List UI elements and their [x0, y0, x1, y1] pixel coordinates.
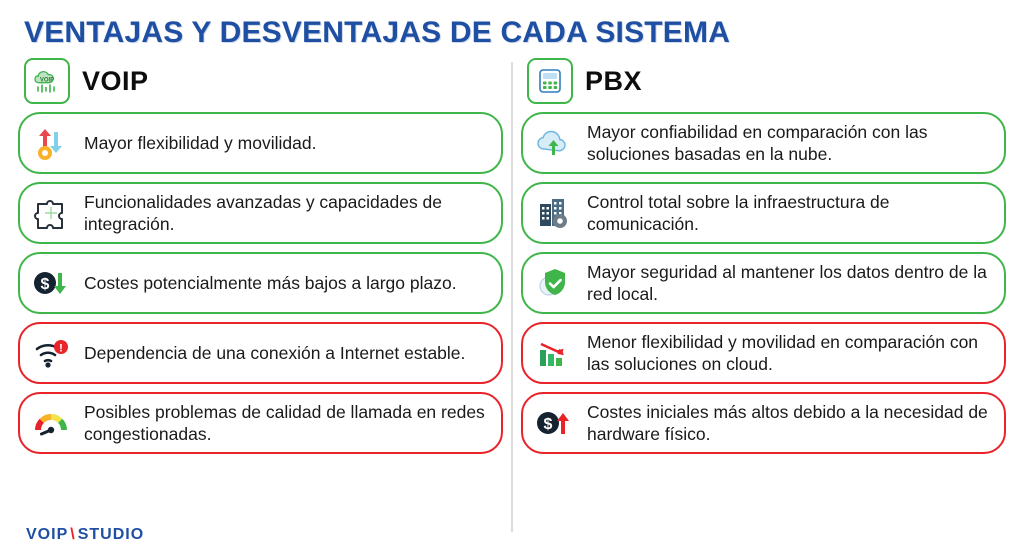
svg-text:$: $: [543, 416, 553, 433]
list-item-text: Costes iniciales más altos debido a la necesidad de hardware físico.: [587, 401, 988, 444]
footer-brand-logo: [26, 526, 144, 544]
list-item-text: Mayor flexibilidad y movilidad.: [84, 132, 317, 153]
list-item-text: Posibles problemas de calidad de llamada en redes congestionadas.: [84, 401, 485, 444]
svg-text:VOIP: VOIP: [39, 77, 55, 84]
column-pbx: [521, 56, 1006, 462]
list-item: [18, 392, 503, 454]
voip-cloud-icon: [24, 58, 70, 104]
list-item-text: Mayor seguridad al mantener los datos dentro de la red local.: [587, 261, 987, 304]
cloud-upload-icon: [531, 120, 577, 166]
bar-chart-down-icon: [531, 330, 577, 376]
list-item: [18, 182, 503, 244]
list-item: [521, 112, 1006, 174]
list-item-text: Control total sobre la infraestructura de comunicación.: [587, 191, 890, 234]
list-item-text: Mayor confiabilidad en comparación con las soluciones basadas en la nube.: [587, 121, 928, 164]
column-divider: [511, 62, 513, 532]
list-item-text: Funcionalidades avanzadas y capacidades de integración.: [84, 191, 443, 234]
dollar-down-arrow-icon: [28, 260, 74, 306]
shield-chart-icon: [531, 260, 577, 306]
list-item: [521, 252, 1006, 314]
list-item: [18, 112, 503, 174]
arrows-gear-icon: [28, 120, 74, 166]
puzzle-icon: [28, 190, 74, 236]
column-title-pbx: PBX: [585, 65, 643, 96]
brand-right: STUDIO: [77, 526, 145, 543]
column-voip: [18, 56, 503, 462]
building-gear-icon: [531, 190, 577, 236]
dollar-up-arrow-icon: [531, 400, 577, 446]
column-header-voip: [18, 56, 503, 106]
list-item: [18, 252, 503, 314]
list-item-text: Costes potencialmente más bajos a largo plazo.: [84, 272, 457, 293]
list-item-text: Menor flexibilidad y movilidad en comparación con las soluciones on cloud.: [587, 331, 979, 374]
page-title: VENTAJAS Y DESVENTAJAS DE CADA SISTEMA: [24, 16, 731, 49]
svg-text:$: $: [40, 276, 50, 293]
column-header-pbx: [521, 56, 1006, 106]
wifi-alert-icon: [28, 330, 74, 376]
list-item: [521, 182, 1006, 244]
brand-left: VOIP: [26, 526, 69, 543]
list-item-text: Dependencia de una conexión a Internet estable.: [84, 342, 466, 363]
svg-text:!: !: [59, 342, 63, 355]
desk-phone-icon: [527, 58, 573, 104]
column-title-voip: VOIP: [82, 65, 149, 96]
brand-slash: \: [70, 526, 76, 543]
list-item: [521, 392, 1006, 454]
list-item: [18, 322, 503, 384]
list-item: [521, 322, 1006, 384]
gauge-icon: [28, 400, 74, 446]
